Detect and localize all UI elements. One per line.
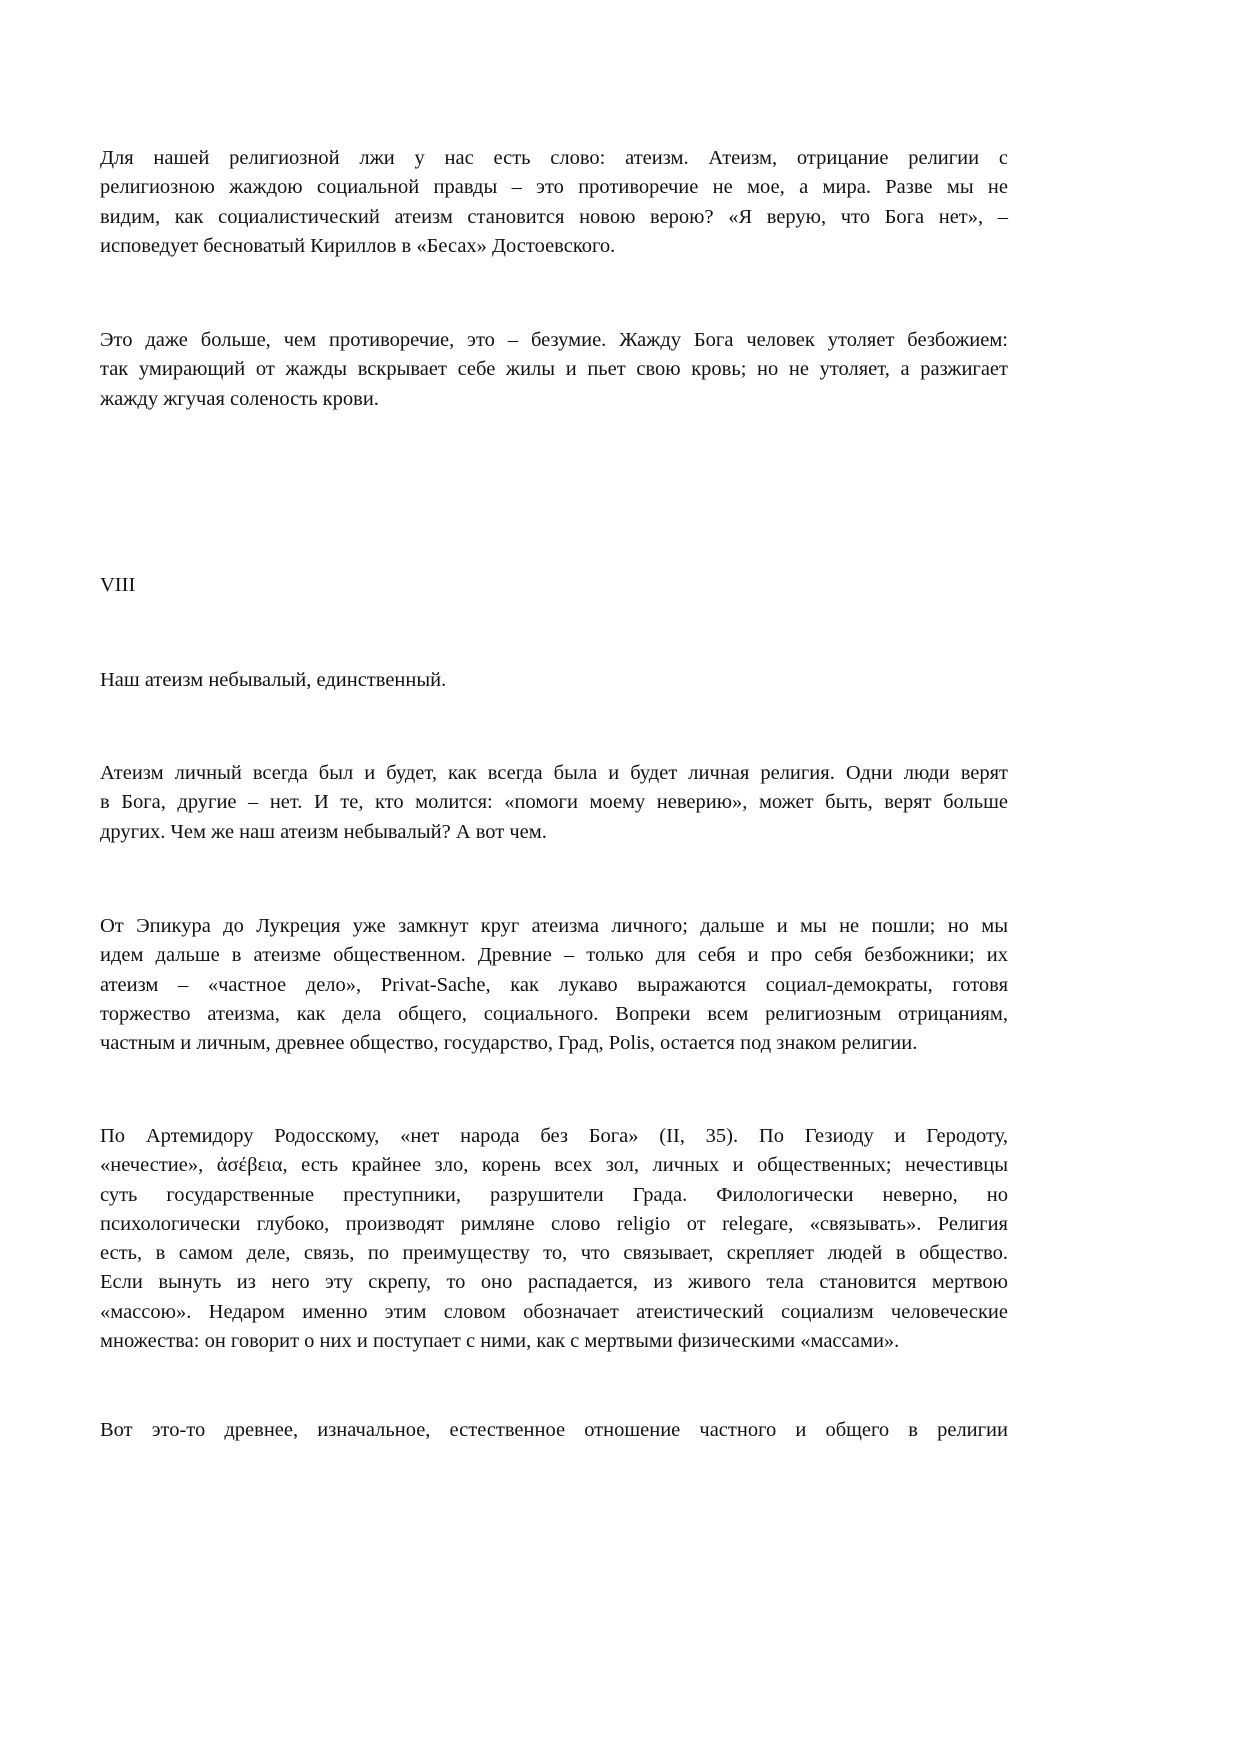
text-line: так умирающий от жажды вскрывает себе жилы и пьет свою кровь; но не утоляет, а разжигает: [100, 358, 1008, 381]
text-line: других. Чем же наш атеизм небывалый? А вот чем.: [100, 820, 547, 843]
text-line: есть, в самом деле, связь, по преимуществу то, что связывает, скрепляет людей в общество.: [100, 1242, 1008, 1265]
text-line: Это даже больше, чем противоречие, это – безумие. Жажду Бога человек утоляет безбожием:: [100, 329, 1008, 351]
text-line: идем дальше в атеизме общественном. Древние – только для себя и про себя безбожники; их: [100, 944, 1008, 967]
text-line: атеизм – «частное дело», Privat-Sache, как лукаво выражаются социал-демократы, готовя: [100, 973, 1008, 996]
paragraph: [100, 666, 1008, 695]
text-line: суть государственные преступники, разрушители Града. Филологически неверно, но: [100, 1183, 1008, 1206]
text-line: «нечестие», ἀσέβεια, есть крайнее зло, корень всех зол, личных и общественных; нечестивцы: [100, 1154, 1008, 1177]
text-line: жажду жгучая соленость крови.: [100, 387, 379, 410]
text-line: в Бога, другие – нет. И те, кто молится: «помоги моему неверию», может быть, верят больше: [100, 791, 1008, 814]
text-line: видим, как социалистический атеизм становится новою верою? «Я верую, что Бога нет», –: [100, 205, 1008, 228]
paragraph: [100, 759, 1008, 847]
paragraph: [100, 912, 1008, 1058]
text-line: религиозною жаждою социальной правды – это противоречие не мое, а мира. Разве мы не: [100, 176, 1008, 199]
text-line: От Эпикура до Лукреция уже замкнут круг атеизма личного; дальше и мы не пошли; но мы: [100, 915, 1008, 937]
text-line: «массою». Недаром именно этим словом обозначает атеистический социализм человеческие: [100, 1300, 1008, 1323]
text-line: Наш атеизм небывалый, единственный.: [100, 669, 447, 691]
text-line: частным и личным, древнее общество, государство, Град, Polis, остается под знаком религии.: [100, 1032, 918, 1055]
text-line: множества: он говорит о них и поступает с ними, как с мертвыми физическими «массами».: [100, 1330, 900, 1353]
paragraph: [100, 326, 1008, 414]
paragraph: [100, 1122, 1008, 1356]
section-heading: [100, 571, 1008, 600]
text-line: Если вынуть из него эту скрепу, то оно распадается, из живого тела становится мертвою: [100, 1271, 1008, 1294]
text-line: Вот это-то древнее, изначальное, естественное отношение частного и общего в религии: [100, 1419, 1008, 1441]
text-line: По Артемидору Родосскому, «нет народа без Бога» (II, 35). По Гезиоду и Геродоту,: [100, 1125, 1008, 1147]
paragraph: [100, 1416, 1008, 1445]
text-line: психологически глубоко, производят римляне слово religio от relegare, «связывать». Религия: [100, 1212, 1008, 1235]
paragraph: [100, 144, 1008, 261]
text-line: исповедует бесноватый Кириллов в «Бесах» Достоевского.: [100, 234, 616, 257]
text-line: VIII: [100, 574, 136, 596]
text-line: Для нашей религиозной лжи у нас есть слово: атеизм. Атеизм, отрицание религии с: [100, 147, 1008, 169]
text-line: торжество атеизма, как дела общего, социального. Вопреки всем религиозным отрицаниям,: [100, 1002, 1008, 1025]
text-line: Атеизм личный всегда был и будет, как всегда была и будет личная религия. Одни люди верят: [100, 762, 1008, 784]
